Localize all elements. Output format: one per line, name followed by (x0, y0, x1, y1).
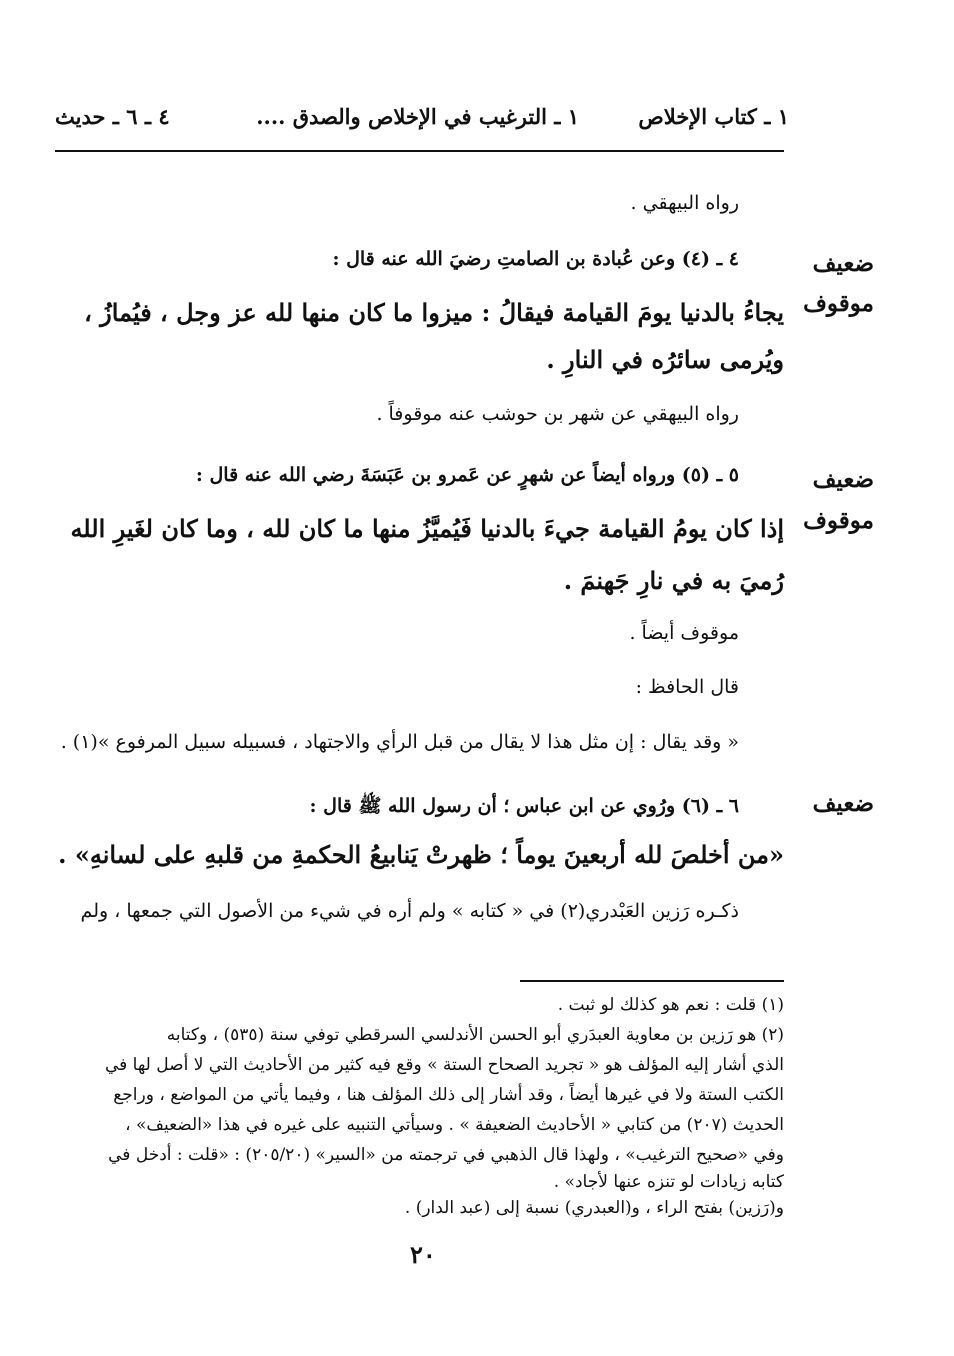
hadith-text: رُميَ به في نارِ جَهنمَ . (563, 566, 784, 595)
hafiz-label: قال الحافظ : (635, 676, 739, 698)
hadith-text: إذا كان يومُ القيامة جيءَ بالدنيا فَيُميَّزُ منها ما كان لله ، وما كان لغَيرِ الله (70, 514, 784, 543)
footnote: كتابه زيادات لو تنزه عنها لأجاد» . (553, 1172, 784, 1192)
hadith-text: يجاءُ بالدنيا يومَ القيامة فيقالُ : ميزوا ما كان منها لله عز وجل ، فيُمازُ ، (84, 298, 784, 327)
hadith-text: ويُرمى سائرُه في النارِ . (546, 345, 784, 374)
hadith-intro: ٥ ـ (٥) ورواه أيضاً عن شهرٍ عن عَمرو بن عَبَسَةَ رضي الله عنه قال : (195, 464, 739, 486)
footnote: (١) قلت : نعم هو كذلك لو ثبت . (557, 995, 784, 1015)
header-rule (55, 150, 784, 152)
source-line: رواه البيهقي . (630, 192, 739, 214)
hadith-intro: ٦ ـ (٦) ورُوي عن ابن عباس ؛ أن رسول الله ﷺ قال : (309, 795, 739, 817)
note-line: موقوف أيضاً . (629, 622, 739, 644)
footnote-rule (520, 980, 784, 982)
grade-label: موقوف (803, 507, 874, 534)
hafiz-quote: « وقد يقال : إن مثل هذا لا يقال من قبل الرأي والاجتهاد ، فسبيله سبيل المرفوع »(١) . (60, 731, 739, 753)
footnote: وفي «صحيح الترغيب» ، ولهذا قال الذهبي في ترجمته من «السير» (٢٠٥/٢٠) : «قلت : أدخل في (108, 1145, 784, 1165)
footnote: الذي أشار إليه المؤلف هو « تجريد الصحاح الستة » وقع فيه كثير من الأحاديث التي لا أصل لها في (104, 1055, 784, 1075)
page-number: ٢٠ (410, 1240, 436, 1269)
source-line: رواه البيهقي عن شهر بن حوشب عنه موقوفاً . (376, 403, 739, 425)
grade-label: ضعيف (812, 250, 874, 277)
footnote: الكتب الستة ولا في غيرها أيضاً ، وقد أشار إلى ذلك المؤلف هنا ، وفيما يأتي من المواضع ، وراجع (113, 1085, 784, 1105)
header-section: ١ ـ الترغيب في الإخلاص والصدق .... (256, 104, 579, 129)
footnote: و(رَزين) بفتح الراء ، و(العبدري) نسبة إلى (عبد الدار) . (404, 1198, 784, 1218)
grade-label: موقوف (803, 290, 874, 317)
footnote: (٢) هو رَزين بن معاوية العبدَري أبو الحسن الأندلسي السرقطي توفي سنة (٥٣٥) ، وكتابه (166, 1025, 784, 1045)
hadith-text: «من أخلصَ لله أربعينَ يوماً ؛ ظهرتْ يَنابيعُ الحكمةِ من قلبهِ على لسانهِ» . (58, 840, 784, 869)
footnote: الحديث (٢٠٧) من كتابي « الأحاديث الضعيفة » . وسيأتي التنبيه على غيره في هذا «الضعيف» ، (125, 1115, 784, 1135)
grade-label: ضعيف (812, 790, 874, 817)
header-hadith-range: ٤ ـ ٦ ـ حديث (55, 104, 170, 129)
source-line: ذكـره رَزين العَبْدري(٢) في « كتابه » ولم أره في شيء من الأصول التي جمعها ، ولم (80, 900, 739, 922)
hadith-intro: ٤ ـ (٤) وعن عُبادة بن الصامتِ رضيَ الله عنه قال : (332, 248, 739, 270)
grade-label: ضعيف (812, 466, 874, 493)
header-chapter: ١ ـ كتاب الإخلاص (638, 104, 789, 129)
